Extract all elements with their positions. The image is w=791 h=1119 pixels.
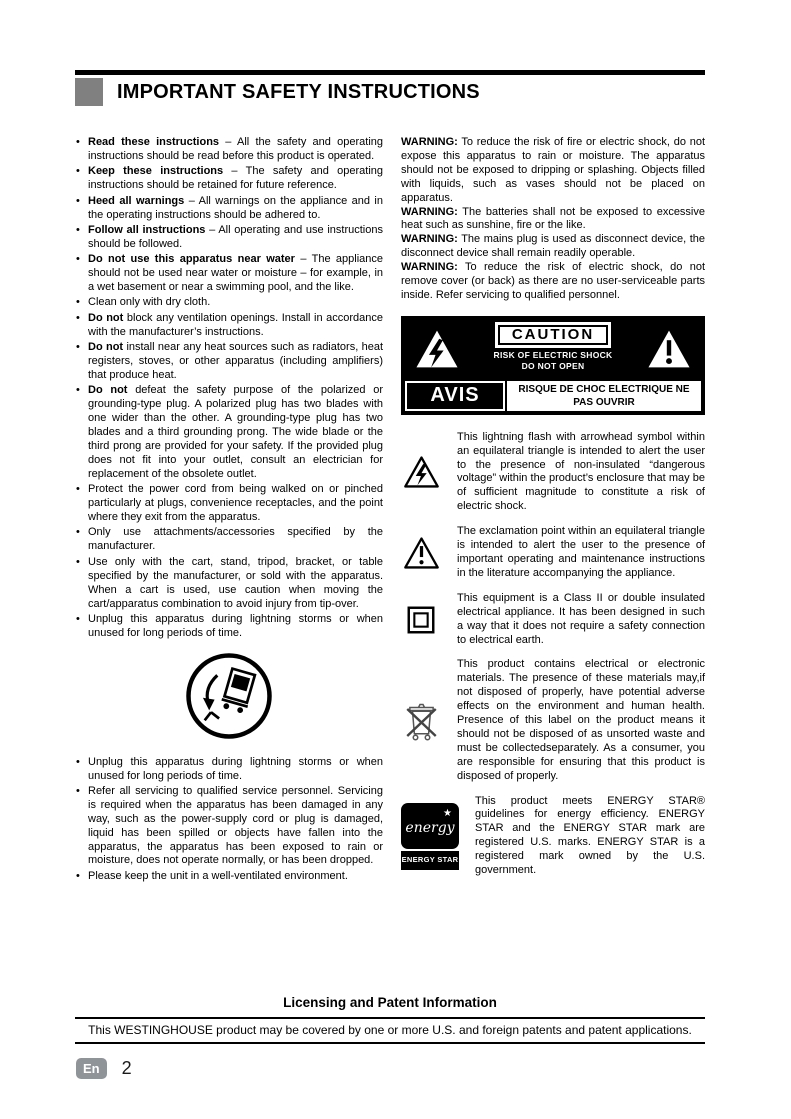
note-icon-cell	[401, 606, 441, 634]
safety-instructions-list-continued	[75, 756, 383, 884]
list-item	[75, 296, 383, 310]
caution-risk-text	[467, 350, 639, 373]
licensing-heading: Licensing and Patent Information	[283, 995, 497, 1010]
list-item	[75, 870, 383, 884]
instruction-lead: Do not	[88, 341, 124, 354]
list-item	[75, 483, 383, 525]
instruction-text: Only use attachments/accessories specified by the manufacturer.	[88, 526, 383, 553]
list-item	[75, 253, 383, 295]
note-lightning	[401, 431, 705, 514]
exclamation-triangle-icon	[647, 329, 691, 369]
instruction-lead: Do not	[88, 311, 124, 324]
note-icon-cell	[401, 455, 441, 489]
page-title: IMPORTANT SAFETY INSTRUCTIONS	[117, 80, 480, 103]
divider-bottom	[75, 1042, 705, 1044]
instruction-lead: Read these instructions	[88, 136, 220, 148]
instruction-text: Please keep the unit in a well-ventilated environment.	[88, 869, 348, 882]
avis-label: AVIS	[405, 381, 505, 411]
note-icon-cell	[401, 699, 441, 743]
warning-text: To reduce the risk of fire or electric shock, do not expose this apparatus to rain or moisture. The apparatus should not be exposed to dripping or splashing. Objects filled with liquids, such as vases should not be placed on apparatus.	[401, 136, 705, 204]
energy-star-label: ENERGY STAR	[401, 851, 459, 870]
energy-star-mark	[401, 803, 459, 849]
instruction-lead: Heed all warnings	[88, 194, 185, 207]
header-square	[75, 78, 103, 106]
note-icon-cell	[401, 536, 441, 570]
warning-paragraph	[401, 261, 705, 303]
warning-label: WARNING:	[401, 233, 458, 246]
caution-top	[403, 318, 703, 379]
content-columns	[75, 136, 705, 889]
instruction-text: block any ventilation openings. Install in accordance with the manufacturer’s instructions.	[88, 311, 383, 338]
language-badge: En	[76, 1058, 107, 1079]
list-item	[75, 312, 383, 340]
avis-text-line2: PAS OUVRIR	[573, 396, 635, 408]
right-column	[401, 136, 705, 889]
page-header	[75, 70, 705, 106]
list-item	[75, 224, 383, 252]
instruction-text: Refer all servicing to qualified service personnel. Servicing is required when the apparatus has been damaged in any way, such as the power-supply cord or plug is damaged, liquid has been spilled or objects have fallen into the apparatus, the apparatus has been exposed to rain or moisture, does not operate normally, or has been dropped.	[88, 784, 383, 867]
footer	[75, 995, 705, 1044]
instruction-text: – The safety and operating instructions should be retained for future reference.	[88, 165, 383, 192]
warning-text: To reduce the risk of electric shock, do not remove cover (or back) as there are no user-serviceable parts inside. Refer servicing to qualified personnel.	[401, 261, 705, 301]
caution-center	[467, 325, 639, 373]
note-class-ii	[401, 592, 705, 648]
class-ii-double-insulation-icon	[407, 606, 435, 634]
warning-paragraph	[401, 136, 705, 206]
instruction-text: Unplug this apparatus during lightning storms or when unused for long periods of time.	[88, 755, 383, 782]
note-text: The exclamation point within an equilateral triangle is intended to alert the user to the presence of important operating and maintenance instructions in the literature accompanying the appliance.	[457, 525, 705, 579]
header-row	[75, 78, 705, 106]
patent-text: This WESTINGHOUSE product may be covered by one or more U.S. and foreign patents and patent applications.	[88, 1023, 692, 1037]
note-weee	[401, 658, 705, 783]
list-item	[75, 195, 383, 223]
avis-text-line1: RISQUE DE CHOC ELECTRIQUE NE	[518, 383, 690, 395]
header-rule	[75, 70, 705, 75]
list-item	[75, 556, 383, 612]
warning-label: WARNING:	[401, 261, 458, 274]
instruction-text: install near any heat sources such as radiators, heat registers, stoves, or other apparatus (including amplifiers) that produce heat.	[88, 341, 384, 381]
instruction-lead: Follow all instructions	[88, 223, 206, 236]
avis-text	[507, 381, 701, 411]
instruction-text: Use only with the cart, stand, tripod, bracket, or table specified by the manufacturer, or sold with the apparatus. When a cart is used, use caution when moving the cart/apparatus combination to avoid injury from tip-over.	[88, 555, 383, 610]
caution-bottom	[403, 379, 703, 413]
instruction-text: – All the safety and operating instructions should be read before this product is operated.	[88, 136, 383, 162]
instruction-text: Protect the power cord from being walked on or pinched particularly at plugs, convenience receptacles, and the point where they exit from the apparatus.	[88, 483, 383, 524]
safety-instructions-list	[75, 136, 383, 641]
left-column	[75, 136, 383, 889]
note-text: This product contains electrical or electronic materials. The presence of these materials may,if not disposed of properly, have potential adverse effects on the environment and human health. Presence of this label on the product means it should not be disposed of as unsorted waste and must be collectedseparately. As a consumer, you are responsible for ensuring that this product is disposed of properly.	[457, 658, 705, 782]
warning-paragraph	[401, 233, 705, 261]
instruction-text: Unplug this apparatus during lightning storms or when unused for long periods of time.	[88, 612, 383, 639]
instruction-lead: Do not	[88, 384, 128, 397]
caution-label: CAUTION	[498, 325, 608, 345]
lightning-triangle-outline-icon	[403, 455, 440, 489]
page-meta	[76, 1058, 132, 1079]
warning-label: WARNING:	[401, 205, 458, 218]
note-icon-cell	[401, 803, 459, 870]
instruction-text: – All warnings on the appliance and in the operating instructions should be adhered to.	[88, 194, 383, 221]
list-item	[75, 756, 383, 784]
list-item	[75, 613, 383, 641]
list-item	[75, 785, 383, 868]
list-item	[75, 341, 383, 383]
instruction-text: – All operating and use instructions should be followed.	[88, 223, 383, 250]
energy-star-logo	[401, 803, 459, 870]
note-text: This equipment is a Class II or double insulated electrical appliance. It has been designed in such a way that it does not require a safety connection to electrical earth.	[457, 591, 705, 646]
star-icon: ★	[443, 807, 452, 819]
list-item	[75, 165, 383, 193]
warning-text: The mains plug is used as disconnect device, the disconnect device shall remain readily operable.	[401, 233, 705, 260]
note-text: This product meets ENERGY STAR® guidelines for energy efficiency. ENERGY STAR and the ENERGY STAR mark are registered U.S. marks. ENERGY STAR is a registered mark owned by the U.S. government.	[475, 794, 705, 877]
note-energy-star	[401, 795, 705, 878]
instruction-lead: Do not use this apparatus near water	[88, 253, 295, 266]
caution-box	[401, 316, 705, 415]
instruction-text: Clean only with dry cloth.	[88, 296, 211, 309]
list-item	[75, 526, 383, 554]
energy-star-script: energy	[405, 819, 455, 836]
weee-crossed-bin-icon	[405, 699, 438, 743]
warning-text: The batteries shall not be exposed to excessive heat such as sunshine, fire or the like.	[401, 205, 705, 232]
exclamation-triangle-outline-icon	[403, 536, 440, 570]
lightning-triangle-icon	[415, 329, 459, 369]
list-item	[75, 384, 383, 481]
instruction-lead: Keep these instructions	[88, 165, 224, 178]
instruction-text: defeat the safety purpose of the polarized or grounding-type plug. A polarized plug has two blades with one wider than the other. A grounding-type plug has two blades and a third grounding prong. The wide blade or the third prong are provided for your safety. If the provided plug does not fit into your outlet, consult an electrician for replacement of the obsolete outlet.	[88, 384, 384, 480]
instruction-text: – The appliance should not be used near water or moisture – for example, in a wet basement or near a swimming pool, and the like.	[88, 253, 384, 294]
warning-label: WARNING:	[401, 136, 458, 148]
note-text: This lightning flash with arrowhead symbol within an equilateral triangle is intended to alert the user to the presence of non-insulated “dangerous voltage” within the product’s enclosure that may be of sufficient magnitude to constitute a risk of electric shock.	[457, 430, 705, 513]
caution-risk-line2: DO NOT OPEN	[521, 361, 585, 372]
page-number: 2	[121, 1058, 132, 1078]
warning-paragraph	[401, 206, 705, 234]
list-item	[75, 136, 383, 164]
note-exclamation	[401, 525, 705, 581]
cart-tip-over-icon	[184, 651, 274, 741]
cart-tip-over-figure	[75, 651, 383, 746]
caution-risk-line1: RISK OF ELECTRIC SHOCK	[493, 349, 613, 360]
